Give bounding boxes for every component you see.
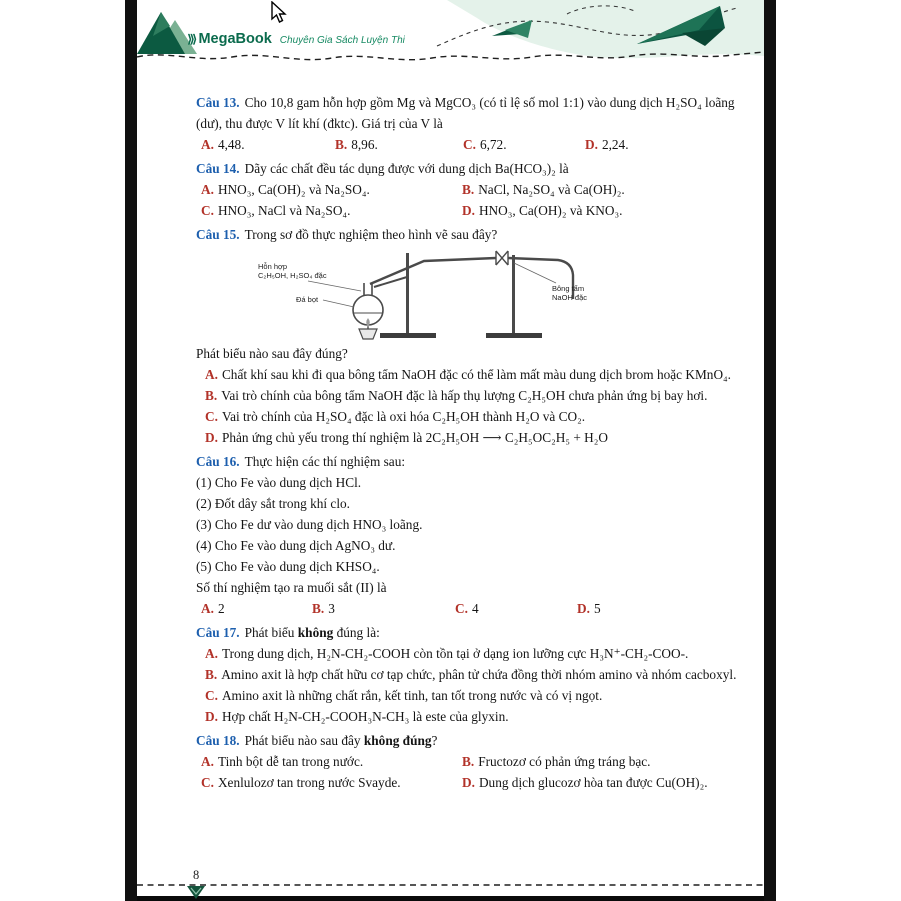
option-key: D. <box>462 203 475 218</box>
option-key: B. <box>462 754 475 769</box>
option-b <box>335 134 463 155</box>
question-body: Dãy các chất đều tác dụng được với dung dịch Ba(HCO₃)₂ là <box>244 161 569 176</box>
stand-base <box>486 333 542 338</box>
diagram-label-cotton: Bông tẩm <box>552 284 585 293</box>
experiment-item: (5) Cho Fe vào dung dịch KHSO₄. <box>196 559 380 574</box>
experiment-item: (3) Cho Fe dư vào dung dịch HNO₃ loãng. <box>196 517 423 532</box>
question-body: đúng là: <box>333 625 380 640</box>
option-key: C. <box>205 688 218 703</box>
option-text: 4 <box>471 601 479 616</box>
option-key: D. <box>577 601 590 616</box>
option-d <box>585 134 740 155</box>
svg-text:C₂H₅OH, H₂SO₄ đặc: C₂H₅OH, H₂SO₄ đặc <box>258 271 327 280</box>
diagram-label-stone: Đá bọt <box>296 295 319 304</box>
option-key: C. <box>205 409 218 424</box>
question-14 <box>196 158 740 221</box>
option-text: Hợp chất H₂N-CH₂-COOH₃N-CH₃ là este của glyxin. <box>221 709 509 724</box>
question-16 <box>196 451 740 619</box>
question-body-bold: không <box>297 625 334 640</box>
option-b <box>312 598 455 619</box>
option-d <box>462 772 740 793</box>
option-key: A. <box>201 137 214 152</box>
option-text: NaCl, Na₂SO₄ và Ca(OH)₂. <box>478 182 625 197</box>
option-text: Chất khí sau khi đi qua bông tẩm NaOH đặc có thể làm mất màu dung dịch brom hoặc KMnO₄. <box>221 367 732 382</box>
option-key: D. <box>462 775 475 790</box>
option-a <box>196 643 740 664</box>
brand-name: MegaBook <box>198 31 272 47</box>
option-a <box>201 134 335 155</box>
question-13 <box>196 92 740 155</box>
bottom-page-edge <box>137 896 764 901</box>
options-row <box>196 751 740 772</box>
option-key: C. <box>201 775 214 790</box>
option-key: B. <box>335 137 348 152</box>
option-key: D. <box>205 709 218 724</box>
page-footer <box>137 867 764 901</box>
question-body: Trong sơ đồ thực nghiệm theo hình vẽ sau đây? <box>244 227 498 242</box>
option-a <box>201 598 312 619</box>
option-d <box>577 598 740 619</box>
option-d <box>196 427 740 448</box>
question-closing: Số thí nghiệm tạo ra muối sắt (II) là <box>196 580 387 595</box>
option-key: C. <box>455 601 468 616</box>
option-c <box>196 406 740 427</box>
option-text: Vai trò chính của bông tẩm NaOH đặc là hấp thụ lượng C₂H₅OH chưa phản ứng bị bay hơi. <box>221 388 708 403</box>
burner-icon <box>359 329 377 339</box>
mouse-cursor-icon <box>270 1 290 25</box>
options-row <box>196 772 740 793</box>
option-text: Amino axit là những chất rắn, kết tinh, tan tốt trong nước và có vị ngọt. <box>221 688 603 703</box>
page-content <box>137 66 764 793</box>
option-key: B. <box>462 182 475 197</box>
option-key: A. <box>205 646 218 661</box>
question-body: Phát biểu <box>244 625 298 640</box>
question-text <box>196 451 740 472</box>
cotton-plug <box>496 251 508 265</box>
question-text <box>196 158 740 179</box>
option-key: A. <box>201 754 214 769</box>
option-key: B. <box>205 388 218 403</box>
option-text: 6,72. <box>479 137 507 152</box>
option-text: HNO₃, Ca(OH)₂ và Na₂SO₄. <box>217 182 370 197</box>
brand-tagline: Chuyên Gia Sách Luyện Thi <box>279 35 405 46</box>
question-label: Câu 13. <box>196 95 240 110</box>
question-body: ? <box>431 733 438 748</box>
question-body: Cho 10,8 gam hỗn hợp gồm Mg và MgCO₃ (có tỉ lệ số mol 1:1) vào dung dịch H₂SO₄ loãng (dư), thu được V lít khí (đktc). Giá trị của V là <box>196 95 735 131</box>
options-row <box>196 200 740 221</box>
book-page <box>137 0 764 901</box>
question-label: Câu 14. <box>196 161 240 176</box>
question-body: Thực hiện các thí nghiệm sau: <box>244 454 406 469</box>
options-row <box>196 134 740 155</box>
option-c <box>463 134 585 155</box>
option-text: Phản ứng chủ yếu trong thí nghiệm là 2C₂H₅OH ⟶ C₂H₅OC₂H₅ + H₂O <box>221 430 608 445</box>
right-page-edge <box>764 0 776 901</box>
experiment-item: (1) Cho Fe vào dung dịch HCl. <box>196 475 362 490</box>
option-c <box>201 200 462 221</box>
brand-block <box>187 31 405 47</box>
option-text: Fructozơ có phản ứng tráng bạc. <box>478 754 651 769</box>
sub-question: Phát biểu nào sau đây đúng? <box>196 346 348 361</box>
footer-decoration <box>137 867 764 901</box>
option-key: B. <box>312 601 325 616</box>
option-text: Tinh bột dễ tan trong nước. <box>217 754 364 769</box>
option-d <box>196 706 740 727</box>
page-number: 8 <box>193 868 200 882</box>
question-body-bold: không đúng <box>363 733 432 748</box>
stand-rod <box>512 255 515 335</box>
question-label: Câu 18. <box>196 733 240 748</box>
option-key: B. <box>205 667 218 682</box>
option-text: 2 <box>217 601 225 616</box>
clamp-arm <box>374 277 407 287</box>
diagram-label-mixture: Hỗn hợp <box>258 262 288 271</box>
option-a <box>196 364 740 385</box>
option-d <box>462 200 740 221</box>
option-text: HNO₃, NaCl và Na₂SO₄. <box>217 203 351 218</box>
question-label: Câu 15. <box>196 227 240 242</box>
option-b <box>196 385 740 406</box>
option-text: 5 <box>593 601 601 616</box>
option-text: Dung dịch glucozơ hòa tan được Cu(OH)₂. <box>478 775 708 790</box>
option-a <box>201 751 462 772</box>
option-c <box>455 598 577 619</box>
question-label: Câu 17. <box>196 625 240 640</box>
svg-text:NaOH đặc: NaOH đặc <box>552 293 588 302</box>
options-row <box>196 179 740 200</box>
question-17 <box>196 622 740 727</box>
options-row <box>196 598 740 619</box>
experiment-item: (4) Cho Fe vào dung dịch AgNO₃ dư. <box>196 538 396 553</box>
left-page-edge <box>125 0 137 901</box>
question-body: Phát biểu nào sau đây <box>244 733 364 748</box>
option-text: 2,24. <box>601 137 629 152</box>
question-15 <box>196 224 740 448</box>
question-label: Câu 16. <box>196 454 240 469</box>
option-a <box>201 179 462 200</box>
option-text: 8,96. <box>351 137 378 152</box>
option-key: A. <box>205 367 218 382</box>
option-key: D. <box>205 430 218 445</box>
option-c <box>196 685 740 706</box>
option-key: C. <box>201 203 214 218</box>
option-key: C. <box>463 137 476 152</box>
option-key: A. <box>201 601 214 616</box>
brand-arrows-icon: ⟩⟩⟩ <box>187 32 195 46</box>
option-text: Vai trò chính của H₂SO₄ đặc là oxi hóa C₂H₅OH thành H₂O và CO₂. <box>221 409 586 424</box>
option-text: Trong dung dịch, H₂N-CH₂-COOH còn tồn tại ở dạng ion lưỡng cực H₃N⁺-CH₂-COO-. <box>221 646 689 661</box>
option-b <box>196 664 740 685</box>
stand-rod <box>406 253 409 335</box>
question-text <box>196 92 740 134</box>
option-key: D. <box>585 137 598 152</box>
stand-base <box>380 333 436 338</box>
option-text: HNO₃, Ca(OH)₂ và KNO₃. <box>478 203 623 218</box>
question-text <box>196 622 740 643</box>
option-text: Amino axit là hợp chất hữu cơ tạp chức, phân tử chứa đồng thời nhóm amino và nhóm cacboxyl. <box>221 667 737 682</box>
option-text: 4,48. <box>217 137 245 152</box>
option-key: A. <box>201 182 214 197</box>
option-text: Xenlulozơ tan trong nước Svayde. <box>217 775 401 790</box>
apparatus-drawing <box>256 247 598 341</box>
page-header <box>137 0 764 66</box>
option-text: 3 <box>328 601 335 616</box>
experiment-item: (2) Đốt dây sắt trong khí clo. <box>196 496 350 511</box>
question-text <box>196 224 740 245</box>
option-c <box>201 772 462 793</box>
question-18 <box>196 730 740 793</box>
experiment-apparatus-diagram <box>256 247 598 341</box>
option-b <box>462 179 740 200</box>
option-b <box>462 751 740 772</box>
question-text <box>196 730 740 751</box>
